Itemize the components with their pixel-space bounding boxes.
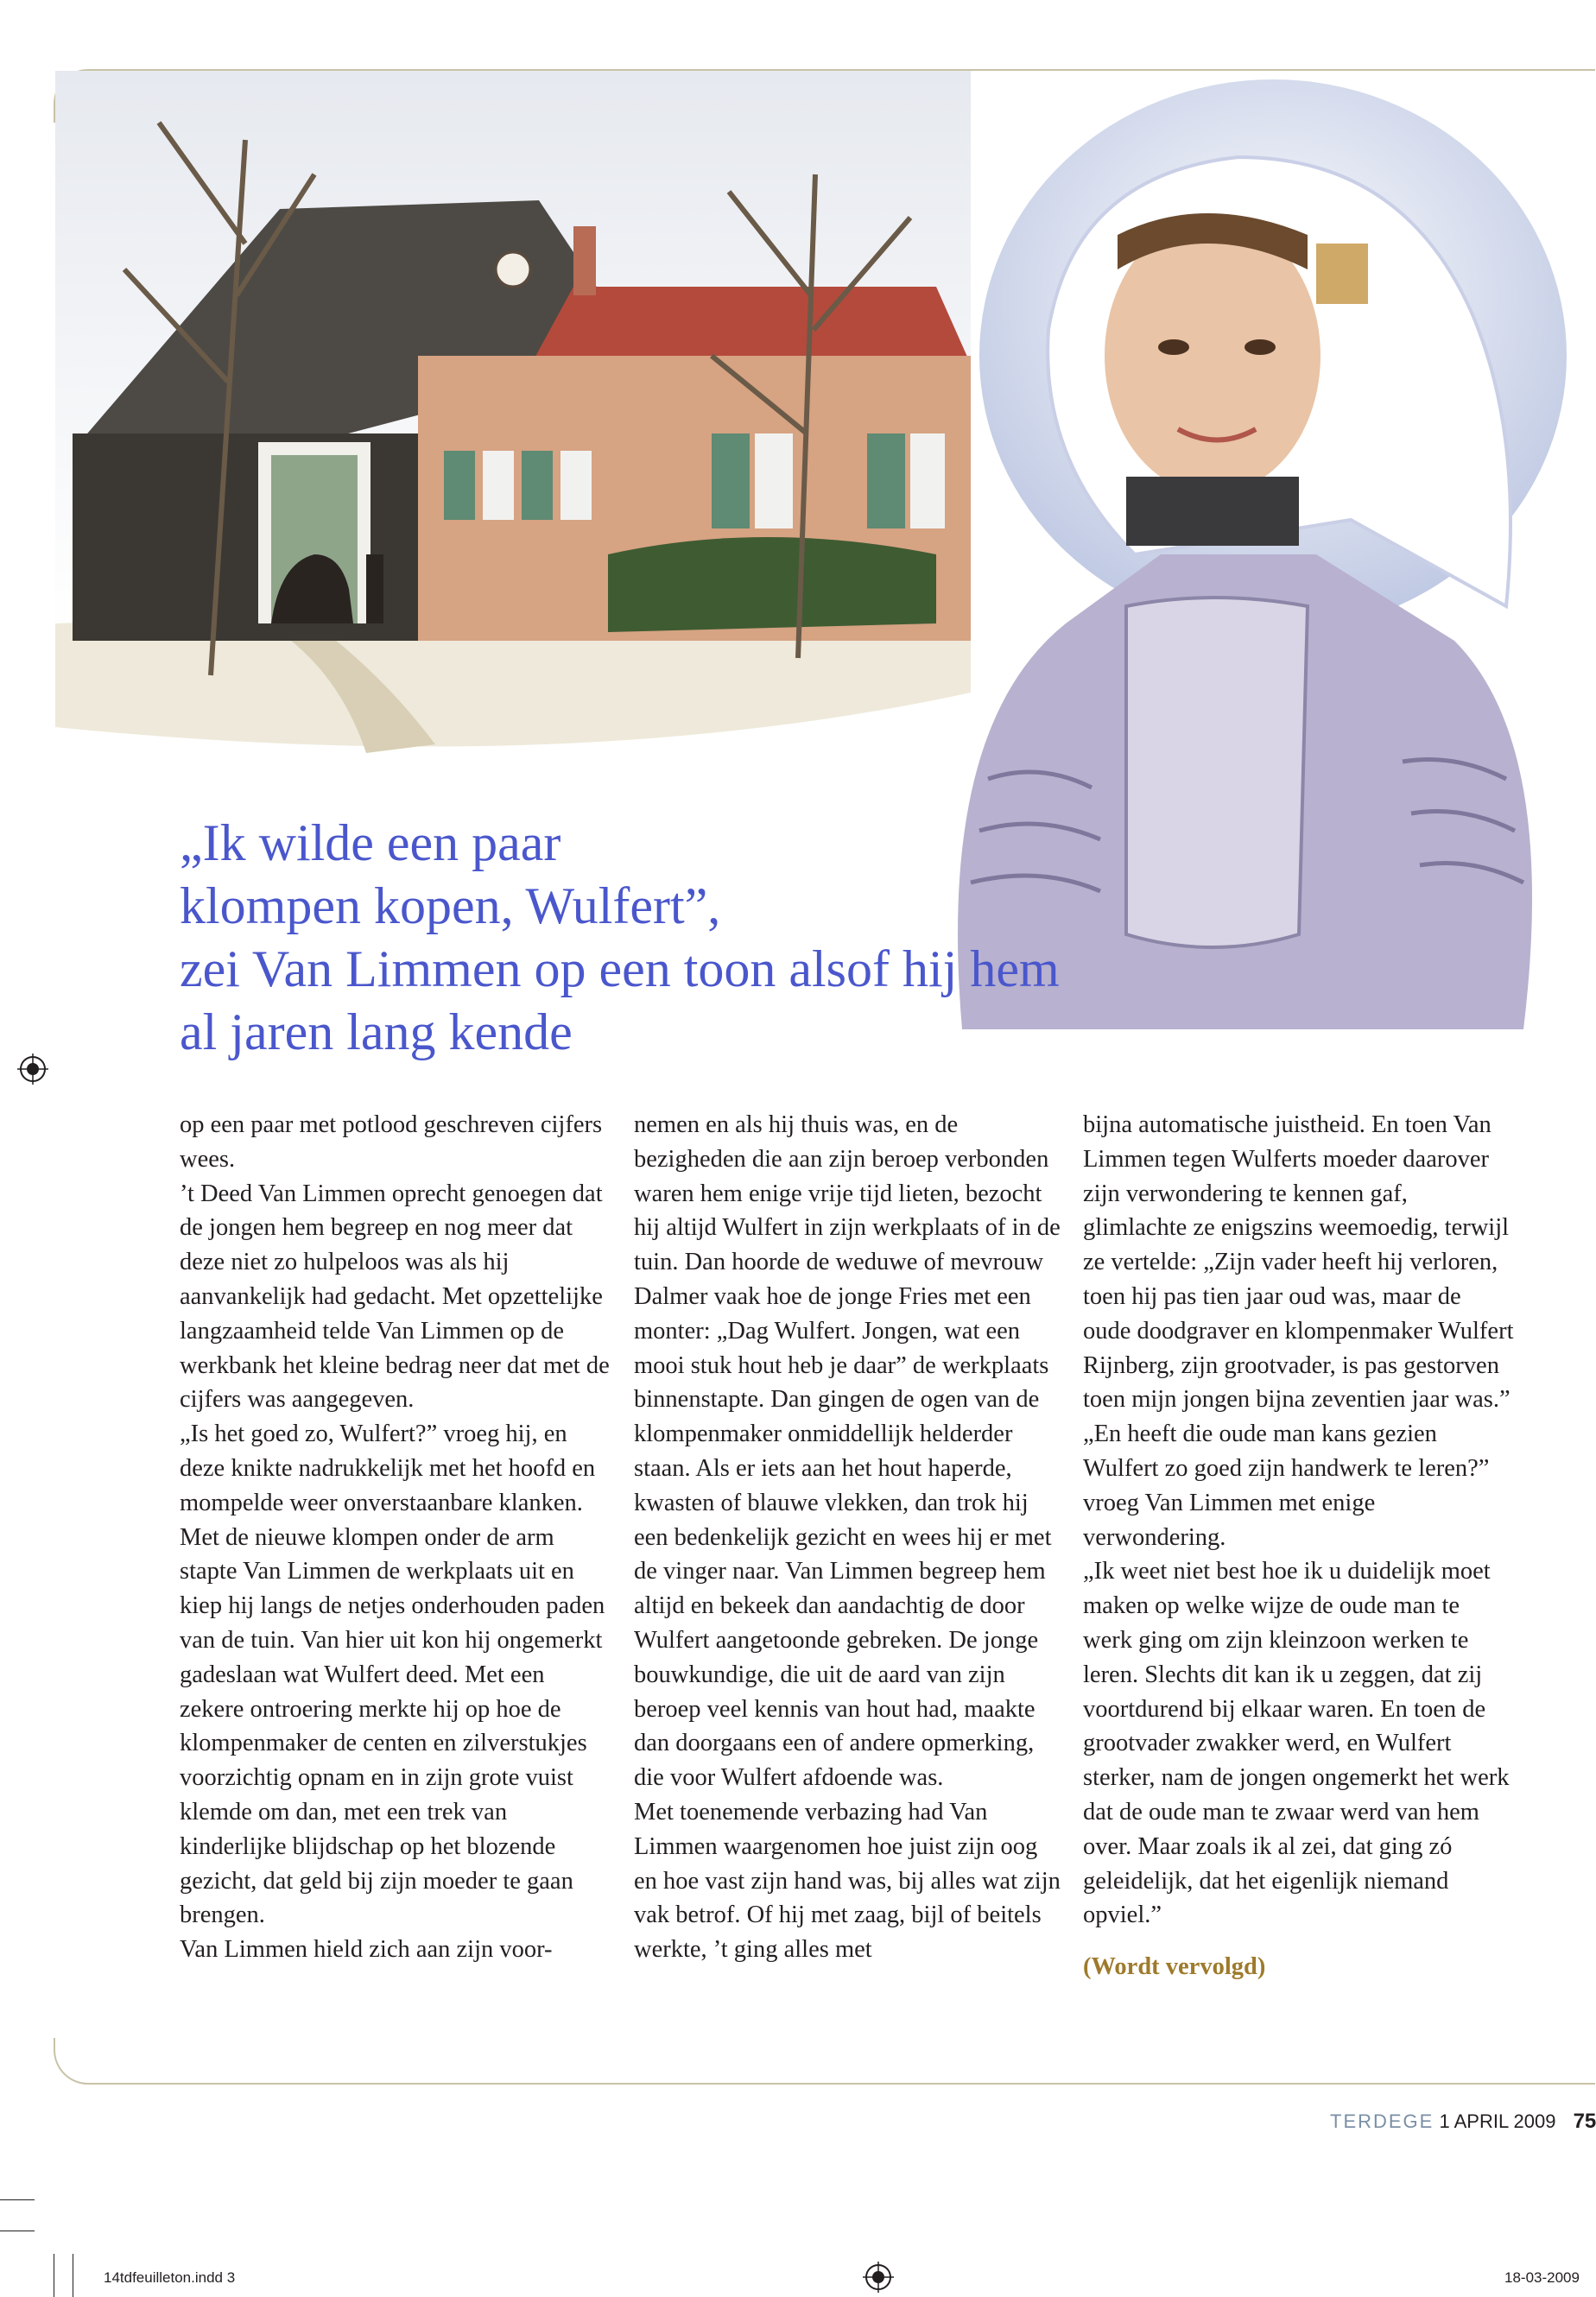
paragraph: „En heeft die oude man kans gezien Wulfert zo goed zijn handwerk te leren?” vroeg Van Limmen met enige verwondering.	[1083, 1421, 1490, 1551]
paragraph: bijna automatische juistheid. En toen Van Limmen tegen Wulferts moeder daarover zijn verwondering te kennen gaf, glimlachte ze enigszins weemoedig, terwijl ze vertelde: „Zijn vader heeft hij verloren, toen hij pas tien jaar oud was, maar de oude doodgraver en klompenmaker Wulfert Rijnberg, zijn grootvader, is pas gestorven toen mijn jongen bijna zeventien jaar was.”	[1083, 1111, 1514, 1414]
pull-quote-line: al jaren lang kende	[180, 1003, 573, 1060]
slug-date: 18-03-2009	[1504, 2269, 1580, 2286]
paragraph: „Is het goed zo, Wulfert?” vroeg hij, en deze knikte nadrukkelijk met het hoofd en mompelde weer onverstaanbare klanken. Met de nieuwe klompen onder de arm stapte Van Limmen de werkplaats uit en kiep hij langs de netjes onderhouden paden van de tuin. Van hier uit kon hij ongemerkt gadeslaan wat Wulfert deed. Met een zekere ontroering merkte hij op hoe de klompenmaker de centen en zilverstukjes voorzichtig opnam en in zijn grote vuist klemde om dan, met een trek van kinderlijke blijdschap op het blozende gezicht, dat geld bij zijn moeder te gaan brengen.	[180, 1421, 605, 1929]
issue-date: 1 APRIL 2009	[1439, 2110, 1556, 2132]
pull-quote-line: klompen kopen, Wulfert”,	[180, 877, 721, 934]
text-column-1	[180, 1108, 611, 1967]
text-column-3	[1083, 1108, 1515, 1984]
paragraph: nemen en als hij thuis was, en de bezigheden die aan zijn beroep verbonden waren hem enige vrije tijd lieten, bezocht hij altijd Wulfert in zijn werkplaats of in de tuin. Dan hoorde de weduwe of mevrouw Dalmer vaak hoe de jonge Fries met een monter: „Dag Wulfert. Jongen, wat een mooi stuk hout heb je daar” de werkplaats binnenstapte. Dan gingen de ogen van de klompenmaker onmiddellijk helderder staan. Als er iets aan het hout haperde, kwasten of blauwe vlekken, dan trok hij een bedenkelijk gezicht en wees hij er met de vinger naar. Van Limmen begreep hem altijd en bekeek dan aandachtig de door Wulfert aangetoonde gebreken. De jonge bouwkundige, die uit de aard van zijn beroep veel kennis van hout had, maakte dan doorgaans een of andere opmerking, die voor Wulfert afdoende was.	[634, 1111, 1061, 1792]
paragraph: Van Limmen hield zich aan zijn voor-	[180, 1936, 553, 1964]
crop-mark	[0, 2199, 35, 2200]
farmhouse-scene	[55, 71, 971, 753]
pull-quote-line: „Ik wilde een paar	[180, 814, 561, 871]
page-frame-bottom	[54, 2038, 1595, 2085]
pull-quote-line: zei Van Limmen op een toon alsof hij hem	[180, 940, 1060, 997]
paragraph: Met toenemende verbazing had Van Limmen waargenomen hoe juist zijn oog en hoe vast zijn hand was, bij alles wat zijn vak betrof. Of hij met zaag, bijl of beitels werkte, ’t ging alles met	[634, 1798, 1061, 1964]
pull-quote	[180, 812, 1302, 1064]
continued-note: (Wordt vervolgd)	[1083, 1953, 1266, 1981]
slug-filename: 14tdfeuilleton.indd 3	[104, 2269, 236, 2286]
page-footer	[1330, 2110, 1596, 2134]
registration-mark-icon	[16, 1052, 50, 1086]
paragraph: op een paar met potlood geschreven cijfers wees.	[180, 1111, 603, 1173]
paragraph: „Ik weet niet best hoe ik u duidelijk moet maken op welke wijze de oude man te werk ging om zijn kleinzoon werken te leren. Slechts dit kan ik u zeggen, dat zij voortdurend bij elkaar waren. En toen de grootvader zwakker werd, en Wulfert sterker, nam de jongen ongemerkt het werk dat de oude man te zwaar werd van hem over. Maar zoals ik al zei, dat ging zó geleidelijk, dat het eigenlijk niemand opviel.”	[1083, 1558, 1510, 1929]
text-column-2	[634, 1108, 1066, 1967]
paragraph: ’t Deed Van Limmen oprecht genoegen dat de jongen hem begreep en nog meer dat deze niet zo hulpeloos was als hij aanvankelijk had gedacht. Met opzettelijke langzaamheid telde Van Limmen op de werkbank het kleine bedrag neer dat met de cijfers was aangegeven.	[180, 1180, 610, 1414]
registration-mark-icon	[861, 2260, 896, 2294]
page-number: 75	[1573, 2110, 1596, 2133]
magazine-name: TERDEGE	[1330, 2110, 1434, 2132]
